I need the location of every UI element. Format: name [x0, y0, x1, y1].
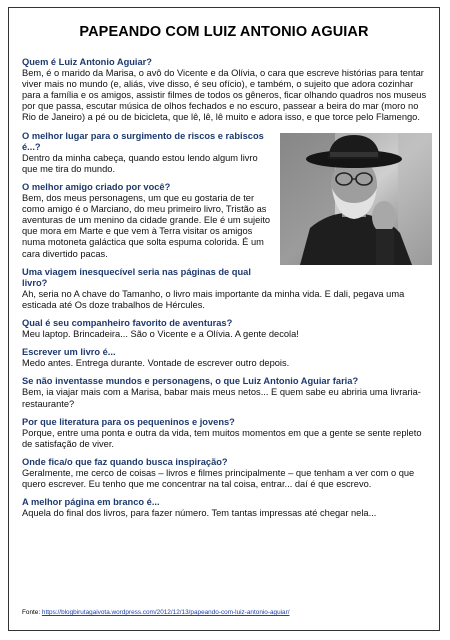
answer: Geralmente, me cerco de coisas – livros e filmes principalmente – que tenham a ver com o que quero escrever. Eu tenho que me concentrar na tal coisa, entrar... daí é que escrevo. — [22, 468, 415, 490]
question: Onde fica/o que faz quando busca inspiração? — [22, 456, 228, 467]
document-page — [8, 7, 440, 631]
author-photo-image — [280, 133, 432, 265]
answer: Aquela do final dos livros, para fazer número. Tem tantas impressas até chegar nela... — [22, 508, 377, 519]
qa-item — [22, 497, 432, 519]
answer: Bem, é o marido da Marisa, o avô do Vicente e da Olívia, o cara que escreve histórias para tentar viver mais no mundo (e, aliás, vive disso, é seu ofício), e também, o sujeito que adora cozinhar para a família e os amigos, assistir filmes de todos os gêneros, ficar olhando quadros nos museus por que passa, escutar música de olhos fechados e no escuro, passear a beira do mar (moro no Rio de Janeiro) a pé ou de bicicleta, que lê, lê, lê muito e adora isso, e que torce pelo Flamengo. — [22, 68, 427, 123]
qa-item — [22, 417, 432, 450]
answer: Porque, entre uma ponta e outra da vida, tem muitos momentos em que a gente se sente repleto de satisfação de viver. — [22, 427, 422, 449]
qa-item — [22, 376, 432, 409]
question: Escrever um livro é... — [22, 347, 116, 358]
answer: Medo antes. Entrega durante. Vontade de escrever outro depois. — [22, 358, 290, 369]
author-photo — [280, 133, 432, 265]
answer: Bem, ia viajar mais com a Marisa, babar mais meus netos... E quem sabe eu abriria uma livraria-restaurante? — [22, 387, 421, 409]
qa-item — [22, 57, 432, 124]
qa-item — [22, 347, 432, 369]
answer: Bem, dos meus personagens, um que eu gostaria de ter como amigo é o Marciano, do meu primeiro livro, Tristão as aventuras de um menino da cidade grande. Ele é um sujeito que mora em Marte e que vem à Terra visitar os amigos numa motoneta galáctica que solta espuma colorida. É um cara divertido pacas. — [22, 193, 271, 259]
question: Se não inventasse mundos e personagens, o que Luiz Antonio Aguiar faria? — [22, 376, 359, 387]
question: A melhor página em branco é... — [22, 497, 160, 508]
qa-item — [22, 318, 432, 340]
qa-item — [22, 267, 432, 311]
question: Por que literatura para os pequeninos e jovens? — [22, 416, 235, 427]
qa-item — [22, 457, 432, 490]
source-label: Fonte: — [22, 609, 42, 616]
question: Uma viagem inesquecível seria nas páginas de qual livro? — [22, 266, 251, 288]
question: Qual é seu companheiro favorito de aventuras? — [22, 317, 233, 328]
source-link[interactable]: https://blogbirutagaivota.wordpress.com/2012/12/13/papeando-com-luiz-antonio-aguiar/ — [41, 609, 290, 616]
page-title: PAPEANDO COM LUIZ ANTONIO AGUIAR — [79, 24, 369, 40]
source-line — [22, 609, 290, 616]
answer: Meu laptop. Brincadeira... São o Vicente e a Olívia. A gente decola! — [22, 329, 299, 340]
question: O melhor amigo criado por você? — [22, 181, 171, 192]
interview-body — [22, 57, 432, 526]
answer: Dentro da minha cabeça, quando estou lendo algum livro que me tira do mundo. — [22, 152, 258, 174]
question: O melhor lugar para o surgimento de riscos e rabiscos é...? — [22, 130, 264, 152]
question: Quem é Luiz Antonio Aguiar? — [22, 57, 152, 67]
answer: Ah, seria no A chave do Tamanho, o livro mais importante da minha vida. E dali, pegava uma esticada até Os doze trabalhos de Hércules. — [22, 288, 405, 310]
